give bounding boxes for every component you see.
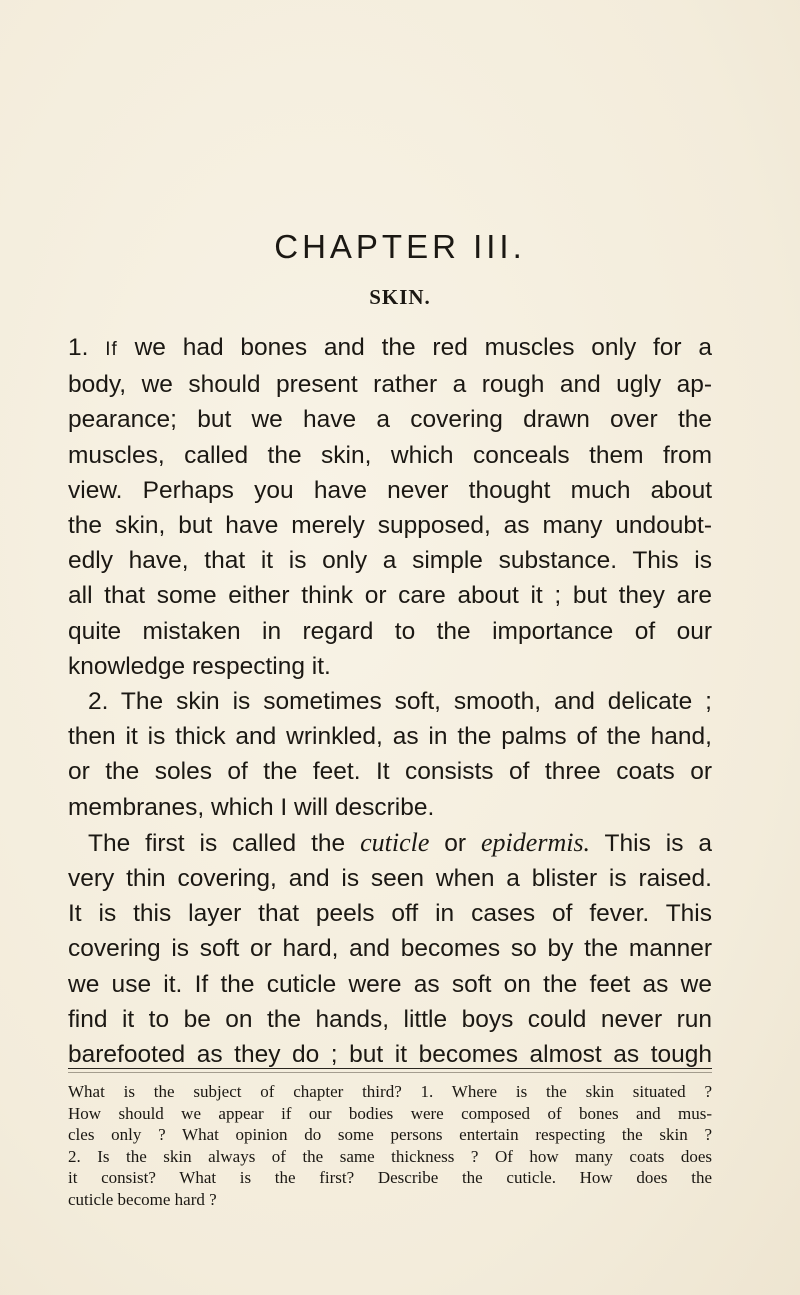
italic-term: cuticle — [360, 827, 430, 857]
body-line: The first is called the cuticle or epidermis. This is a — [88, 827, 712, 857]
question-line: it consist? What is the first? Describe the cuticle. How does the — [68, 1168, 712, 1188]
question-line: cuticle become hard ? — [68, 1189, 217, 1209]
body-line: the skin, but have merely supposed, as many undoubt- — [68, 512, 712, 540]
chapter-title: CHAPTER III. — [274, 228, 526, 265]
footnote-divider-secondary — [68, 1072, 712, 1073]
body-line: knowledge respecting it. — [68, 652, 331, 680]
body-line: pearance; but we have a covering drawn over the — [68, 406, 712, 434]
italic-term: epidermis. — [481, 827, 591, 857]
body-text — [68, 330, 712, 1072]
body-line: 2. The skin is sometimes soft, smooth, and delicate ; — [88, 688, 712, 716]
question-line: How should we appear if our bodies were composed of bones and mus- — [68, 1103, 712, 1123]
body-line: covering is soft or hard, and becomes so by the manner — [68, 935, 712, 963]
study-questions — [68, 1081, 712, 1211]
body-line: view. Perhaps you have never thought much about — [68, 476, 712, 504]
body-line: we use it. If the cuticle were as soft on the feet as we — [68, 970, 712, 998]
body-line: 1. If we had bones and the red muscles only for a — [68, 334, 712, 361]
body-line: find it to be on the hands, little boys could never run — [68, 1005, 712, 1033]
question-line: cles only ? What opinion do some persons entertain respecting the skin ? — [68, 1125, 712, 1145]
body-line: then it is thick and wrinkled, as in the palms of the hand, — [68, 723, 712, 751]
body-line: very thin covering, and is seen when a blister is raised. — [68, 865, 712, 893]
question-line: What is the subject of chapter third? 1. Where is the skin situated ? — [68, 1082, 712, 1101]
body-line: or the soles of the feet. It consists of three coats or — [68, 758, 712, 786]
body-line: body, we should present rather a rough and ugly ap- — [68, 371, 712, 399]
body-line: all that some either think or care about it ; but they are — [68, 582, 712, 610]
body-line: quite mistaken in regard to the importance of our — [68, 617, 712, 645]
body-line: barefooted as they do ; but it becomes almost as tough — [68, 1041, 712, 1069]
question-line: 2. Is the skin always of the same thickness ? Of how many coats does — [68, 1146, 712, 1166]
footnote-divider — [68, 1068, 712, 1069]
body-line: It is this layer that peels off in cases of fever. This — [68, 900, 712, 928]
body-line: membranes, which I will describe. — [68, 793, 435, 821]
section-title: SKIN. — [369, 285, 431, 309]
body-line: edly have, that it is only a simple substance. This is — [68, 547, 712, 575]
body-line: muscles, called the skin, which conceals them from — [68, 441, 712, 469]
